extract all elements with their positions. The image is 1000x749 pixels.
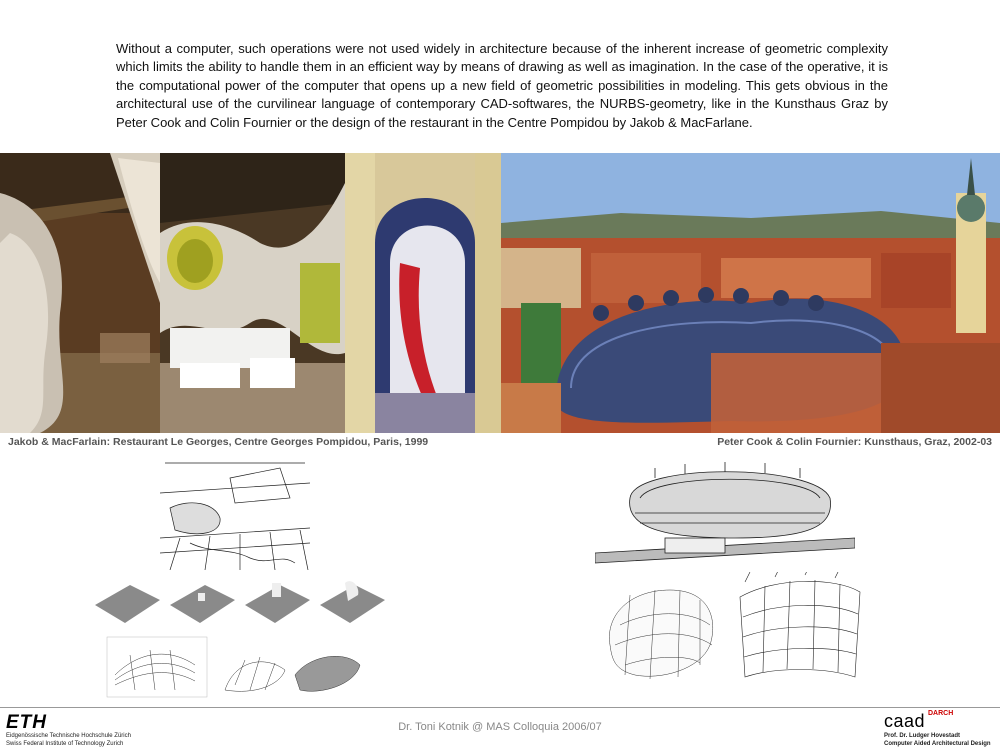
- blob-wireframe: [600, 575, 720, 685]
- caad-department: Computer Aided Architectural Design: [884, 741, 991, 747]
- kunsthaus-section-drawing: [595, 458, 855, 573]
- restaurant-photo-2: [160, 153, 345, 433]
- wireframe-models-row: [105, 635, 365, 700]
- darch-label: DARCH: [928, 710, 954, 717]
- eth-logo: ETH: [6, 712, 47, 733]
- caad-professor: Prof. Dr. Ludger Hovestadt: [884, 733, 961, 739]
- author-credit: Dr. Toni Kotnik @ MAS Colloquia 2006/07: [398, 721, 602, 733]
- eth-name-german: Eidgenössische Technische Hochschule Zürich: [6, 733, 131, 739]
- grid-shell-wireframe: [735, 572, 865, 682]
- caption-restaurant: Jakob & MacFarlain: Restaurant Le Georges, Centre Georges Pompidou, Paris, 1999: [8, 436, 429, 448]
- restaurant-photo-1: [0, 153, 160, 433]
- caad-logo: caad: [884, 711, 926, 731]
- footer-divider: [0, 707, 1000, 708]
- intro-paragraph: Without a computer, such operations were not used widely in architecture because of the inherent increase of geometric complexity which limits the ability to handle them in an efficient way by means of drawing as well as imagination. In the case of the operative, it is the computational power of the computer that opens up a new field of geometric possibilities in modeling. This gets obvious in the architectural use of the curvilinear language of contemporary CAD-softwares, the NURBS-geometry, like in the Kunsthaus Graz by Peter Cook and Colin Fournier or the design of the restaurant in the Centre Pompidou by Jakob & MacFarlane.: [116, 41, 888, 130]
- deformed-planes-series: [90, 575, 385, 630]
- restaurant-photo-3: [345, 153, 501, 433]
- eth-name-english: Swiss Federal Institute of Technology Zurich: [6, 741, 124, 747]
- caption-kunsthaus: Peter Cook & Colin Fournier: Kunsthaus, Graz, 2002-03: [717, 436, 992, 448]
- perspective-sketch: [160, 458, 310, 570]
- kunsthaus-graz-photo: [501, 153, 1000, 433]
